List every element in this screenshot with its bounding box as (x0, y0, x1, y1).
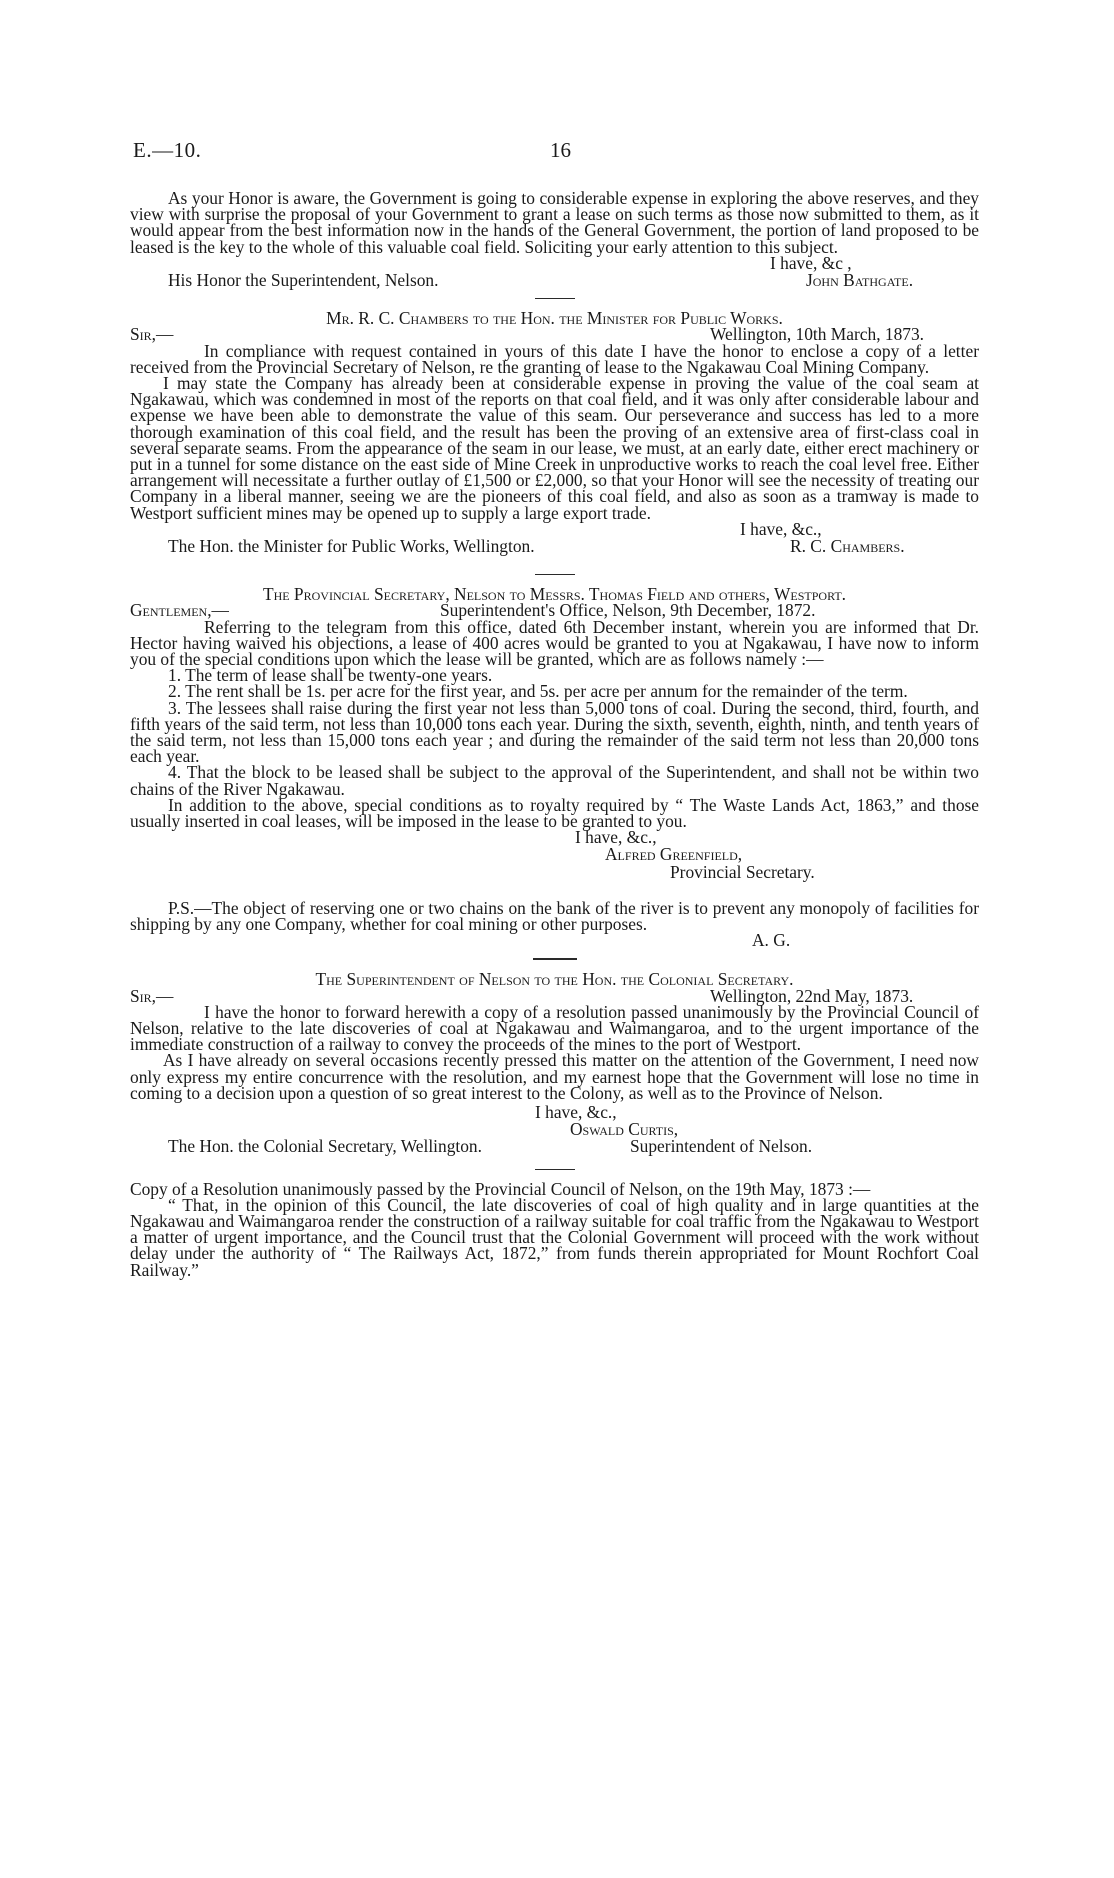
closing: I have, &c., (575, 827, 657, 848)
letter-bathgate (130, 190, 979, 288)
divider (533, 958, 577, 960)
divider (535, 574, 575, 575)
letter-title: Mr. R. C. Chambers to the Hon. the Minister for Public Works. (326, 308, 783, 329)
signature: R. C. Chambers. (790, 536, 905, 556)
letter-chambers (130, 310, 979, 554)
resolution-heading: Copy of a Resolution unanimously passed by the Provincial Council of Nelson, on the 19th May, 1873 :— (130, 1178, 871, 1199)
closing: I have, &c , (770, 252, 852, 273)
resolution-text: “ That, in the opinion of this Council, the late discoveries of coal of high quality and in large quantities at the Ngakawau and Waimangaroa render the construction of a railway suitable for coal traffic from the Ngakawau to Westport a matter of urgent importance, and the Council trust that the Colonial Government will proceed with the work without delay under the authority of “ The Railways Act, 1872,” from funds therein appropriated for Mount Rochfort Coal Railway.” (130, 1194, 979, 1280)
postscript-initials: A. G. (752, 930, 791, 951)
letter-provincial-secretary (130, 584, 979, 951)
closing: I have, &c., (740, 518, 822, 539)
resolution-copy (130, 1178, 979, 1280)
letter-title: The Superintendent of Nelson to the Hon. the Colonial Secretary. (315, 969, 794, 990)
signature: John Bathgate. (806, 270, 914, 290)
signature-title: Provincial Secretary. (670, 861, 815, 882)
place-date: Wellington, 10th March, 1873. (710, 324, 925, 345)
condition-item: 4. That the block to be leased shall be subject to the approval of the Superintendent, and shall not be within two chains of the River Ngakawau. (130, 762, 979, 799)
page-header (130, 138, 979, 168)
addressee: The Hon. the Minister for Public Works, Wellington. (168, 536, 535, 556)
page-number: 16 (550, 138, 571, 162)
addressee: His Honor the Superintendent, Nelson. (168, 270, 439, 290)
signature-title: Superintendent of Nelson. (630, 1136, 813, 1157)
condition-item: 1. The term of lease shall be twenty-one years. (168, 665, 493, 686)
place-date: Wellington, 22nd May, 1873. (710, 985, 914, 1006)
paragraph: I have the honor to forward herewith a copy of a resolution passed unanimously by the Provincial Council of Nelson, relative to the late discoveries of coal at Ngakawau and Waimangaroa, and to the urgent importance of the immediate construction of a railway to convey the proceeds of the mines to the port of Westport. (130, 1001, 979, 1055)
postscript: P.S.—The object of reserving one or two chains on the bank of the river is to prevent any monopoly of facilities for shipping by any one Company, whether for coal mining or other purposes. (130, 897, 979, 934)
addressee: The Hon. the Colonial Secretary, Wellington. (168, 1136, 482, 1157)
letter-body: As your Honor is aware, the Government is going to considerable expense in exploring the above reserves, and they view with surprise the proposal of your Government to grant a lease on such terms as those now submitted to them, as it would appear from the best information now in the hands of the General Government, the portion of land proposed to be leased is the key to the whole of this valuable coal field. Soliciting your early attention to this subject. (130, 188, 979, 257)
paragraph: Referring to the telegram from this office, dated 6th December instant, wherein you are informed that Dr. Hector having waived his objections, a lease of 400 acres would be granted to you at Ngakawau, I have now to inform you of the special conditions upon which the lease will be granted, which are as follows namely :— (130, 616, 979, 669)
paragraph: In compliance with request contained in yours of this date I have the honor to enclose a copy of a letter received from the Provincial Secretary of Nelson, re the granting of lease to the Ngakawau Coal Mining Company. (130, 340, 979, 377)
salutation: Gentlemen,— (130, 600, 229, 621)
salutation: Sir,— (130, 985, 174, 1006)
paragraph: As I have already on several occasions recently pressed this matter on the attention of the Government, I need now only express my entire concurrence with the resolution, and my earnest hope that the Government will lose no time in coming to a decision upon a question of so great interest to the Colony, as well as to the Province of Nelson. (130, 1050, 979, 1103)
signature: Oswald Curtis, (570, 1119, 679, 1140)
closing: I have, &c., (535, 1101, 617, 1122)
divider (535, 298, 575, 299)
letter-superintendent (130, 969, 979, 1157)
document-reference: E.—10. (133, 138, 202, 162)
place-date: Superintendent's Office, Nelson, 9th December, 1872. (440, 600, 816, 621)
paragraph: In addition to the above, special conditions as to royalty required by “ The Waste Lands Act, 1863,” and those usually inserted in coal leases, will be imposed in the lease to be granted to you. (130, 794, 979, 832)
paragraph: I may state the Company has already been at considerable expense in proving the value of the coal seam at Ngakawau, which was condemned in most of the reports on that coal field, and it was only after considerable labour and expense we have been able to demonstrate the value of this seam. Our perseverance and success has led to a more thorough examination of this coal field, and the result has been the proving of an extensive area of first-class coal in several separate seams. From the appearance of the seam in our lease, we must, at an early date, either erect machinery or put in a tunnel for some distance on the east side of Mine Creek in unproductive works to reach the coal level free. Either arrangement will necessitate a further outlay of £1,500 or £2,000, so that your Honor will see the necessity of treating our Company in a liberal manner, seeing we are the pioneers of this coal field, and also as soon as a tramway is made to Westport sufficient mines may be opened up to supply a large export trade. (130, 372, 979, 523)
signature: Alfred Greenfield, (605, 844, 743, 865)
letter-title: The Provincial Secretary, Nelson to Messrs. Thomas Field and others, Westport. (262, 584, 847, 605)
salutation: Sir,— (130, 324, 174, 345)
condition-item: 3. The lessees shall raise during the first year not less than 5,000 tons of coal. During the second, third, fourth, and fifth years of the said term, not less than 10,000 tons each year. During the sixth, seventh, eighth, ninth, and tenth years of the said term, not less than 15,000 tons each year ; and during the remainder of the said term not less than 20,000 tons each year. (130, 697, 979, 767)
condition-item: 2. The rent shall be 1s. per acre for the first year, and 5s. per acre per annum for the remainder of the term. (168, 681, 908, 702)
divider (535, 1169, 575, 1170)
